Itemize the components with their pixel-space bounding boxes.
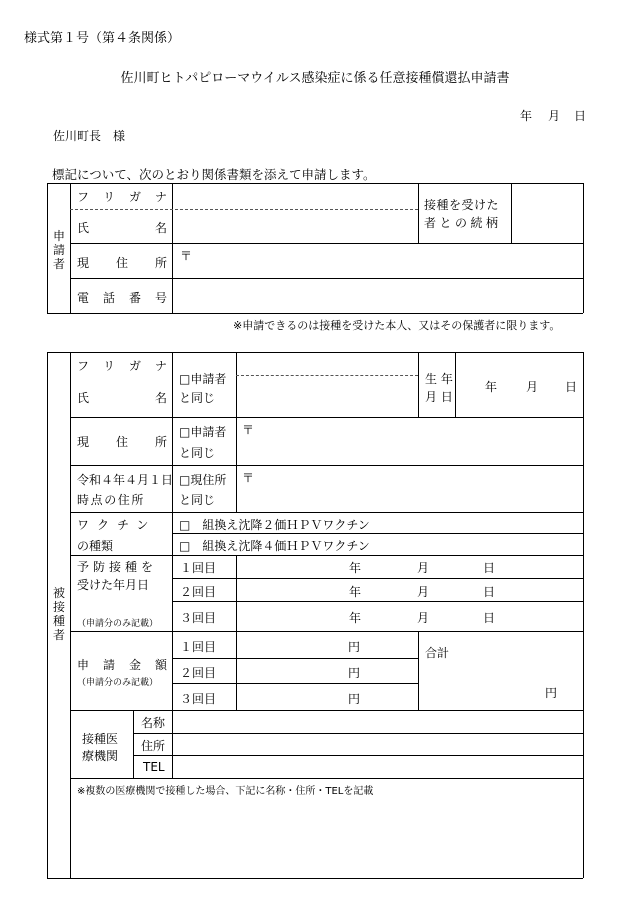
applicant-furigana-field[interactable] (174, 186, 416, 208)
dose-month[interactable]: 月 (417, 585, 430, 599)
same-as-current-checkbox[interactable]: □現住所 (179, 473, 227, 487)
intro-text: 標記について、次のとおり関係書類を添えて申請します。 (52, 167, 376, 182)
total-yen[interactable]: 円 (545, 686, 558, 700)
recipient-name-field[interactable] (238, 377, 416, 415)
form-title: 佐川町ヒトパピローマウイルス感染症に係る任意接種償還払申請書 (120, 71, 510, 86)
facility-tel-field[interactable] (175, 757, 580, 776)
amount-yen[interactable]: 円 (348, 640, 361, 654)
recipient-name-label: 氏 名 (77, 391, 167, 405)
dose-month[interactable]: 月 (417, 611, 430, 625)
address-same-as-applicant-label: と同じ (179, 446, 216, 460)
date-year-label: 年 (520, 109, 533, 123)
addressee: 佐川町長 様 (53, 129, 126, 143)
vaccine-option-4valent[interactable]: □ 組換え沈降４価ＨＰＶワクチン (179, 539, 370, 553)
multi-facility-field[interactable] (73, 798, 579, 874)
amount-dose-label: ３回目 (180, 692, 217, 706)
birth-month-label: 月 (526, 380, 539, 394)
vaccine-label-line2: の種類 (77, 539, 114, 553)
dose-label: １回目 (180, 561, 217, 575)
same-as-current-label: と同じ (179, 493, 216, 507)
amount-label: 申 請 金 額 (77, 658, 167, 672)
facility-name-label: 名称 (141, 716, 166, 730)
birth-year-label: 年 (485, 380, 498, 394)
dose-year[interactable]: 年 (349, 611, 362, 625)
recipient-postal-mark: 〒 (242, 423, 255, 437)
relation-label-line1: 接種を受けた (424, 198, 500, 212)
recipient-furigana-field[interactable] (238, 354, 416, 374)
vaccine-option-2valent[interactable]: □ 組換え沈降２価ＨＰＶワクチン (179, 518, 370, 532)
facility-name-field[interactable] (175, 712, 580, 731)
date-month-label: 月 (548, 109, 561, 123)
r4-address-label-line2: 時点の住所 (77, 493, 146, 507)
recipient-section-label: 被接種者 (52, 586, 65, 642)
date-day-label: 日 (574, 109, 587, 123)
birth-label-line2: 月 日 (425, 390, 453, 404)
dose-day[interactable]: 日 (483, 561, 496, 575)
dose-month[interactable]: 月 (417, 561, 430, 575)
applicant-phone-label: 電 話 番 号 (77, 291, 167, 305)
dose-day[interactable]: 日 (483, 611, 496, 625)
facility-address-field[interactable] (175, 735, 580, 753)
facility-address-label: 住所 (141, 739, 166, 753)
applicant-name-field[interactable] (174, 211, 416, 241)
amount-note: （申請分のみ記載） (77, 678, 159, 688)
vaccine-label-line1: ワクチン (77, 518, 157, 532)
same-as-applicant-checkbox[interactable]: □申請者 (179, 372, 227, 386)
amount-yen[interactable]: 円 (348, 692, 361, 706)
facility-label-line2: 療機関 (82, 749, 119, 763)
applicant-name-label: 氏 名 (77, 221, 167, 235)
dose-year[interactable]: 年 (349, 561, 362, 575)
dates-label-line1: 予防接種を (77, 560, 158, 574)
amount-yen[interactable]: 円 (348, 666, 361, 680)
dose-year[interactable]: 年 (349, 585, 362, 599)
applicant-section-label: 申請者 (52, 229, 65, 271)
applicant-eligibility-note: ※申請できるのは接種を受けた本人、又はその保護者に限ります。 (233, 319, 561, 332)
applicant-furigana-label: フ リ ガ ナ (77, 190, 167, 204)
total-label: 合計 (425, 646, 450, 660)
postal-mark: 〒 (180, 249, 193, 263)
r4-address-label-line1: 令和４年４月１日 (77, 473, 174, 487)
address-same-as-applicant-checkbox[interactable]: □申請者 (179, 425, 227, 439)
recipient-furigana-label: フ リ ガ ナ (77, 359, 167, 373)
applicant-phone-field[interactable] (174, 281, 580, 311)
relation-label-line2: 者との続柄 (424, 216, 502, 230)
multi-facility-note: ※複数の医療機関で接種した場合、下記に名称・住所・TELを記載 (77, 786, 374, 797)
same-as-applicant-label: と同じ (179, 391, 216, 405)
recipient-address-field[interactable] (256, 420, 580, 462)
facility-tel-label: TEL (143, 760, 165, 774)
recipient-address-label: 現 住 所 (77, 435, 167, 449)
form-number: 様式第１号（第４条関係） (24, 31, 181, 46)
applicant-address-label: 現 住 所 (77, 256, 167, 270)
amount-dose-label: ２回目 (180, 666, 217, 680)
birth-label-line1: 生 年 (425, 372, 453, 386)
amount-dose-label: １回目 (180, 640, 217, 654)
dates-label-line2: 受けた年月日 (77, 578, 150, 592)
dose-label: ３回目 (180, 611, 217, 625)
applicant-address-field[interactable] (195, 246, 580, 276)
relation-field[interactable] (513, 186, 581, 241)
r4-address-field[interactable] (256, 468, 580, 510)
dose-day[interactable]: 日 (483, 585, 496, 599)
dose-label: ２回目 (180, 585, 217, 599)
dates-note: （申請分のみ記載） (77, 619, 159, 629)
r4-postal-mark: 〒 (242, 471, 255, 485)
facility-label-line1: 接種医 (82, 732, 119, 746)
birth-day-label: 日 (565, 380, 578, 394)
